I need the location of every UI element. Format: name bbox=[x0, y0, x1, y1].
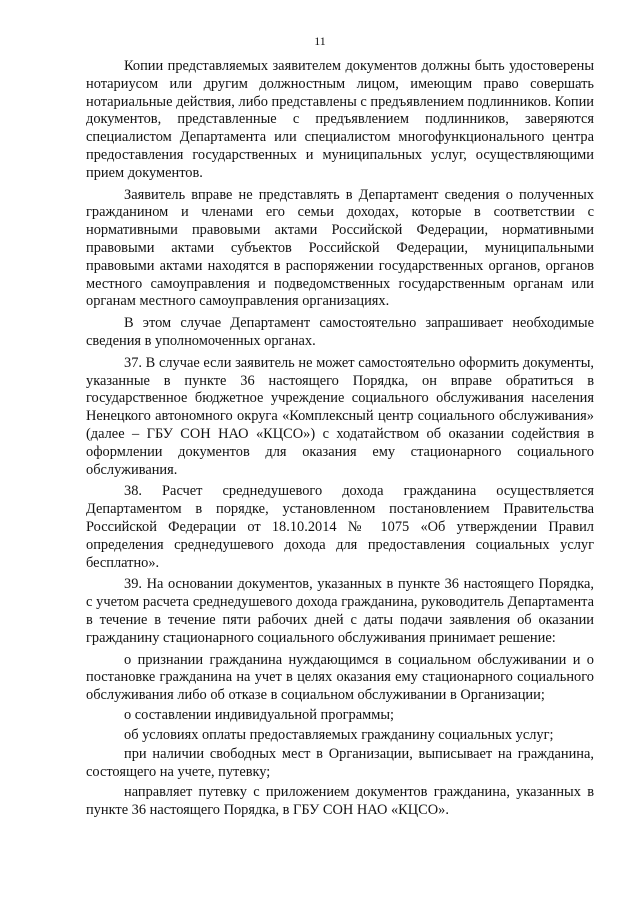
paragraph-38: 38. Расчет среднедушевого дохода гражданина осуществляется Департаментом в порядке, установленном постановлением Правительства Российской Федерации от 18.10.2014 № 1075 «Об утверждении Правил определения среднедушевого дохода для предоставления социальных услуг бесплатно». bbox=[86, 483, 594, 571]
paragraph-decision-payment: об условиях оплаты предоставляемых гражданину социальных услуг; bbox=[124, 726, 554, 743]
paragraph-decision-voucher: при наличии свободных мест в Организации, выписывает на гражданина, состоящего на учете, путевку; bbox=[86, 746, 594, 781]
paragraph-department-request: В этом случае Департамент самостоятельно запрашивает необходимые сведения в уполномоченных органах. bbox=[86, 315, 594, 349]
paragraph-decision-recognition: о признании гражданина нуждающимся в социальном обслуживании и о постановке гражданина на учет в целях оказания ему стационарного социального обслуживания либо об отказе в социальном обслуживании в Организации; bbox=[86, 651, 594, 704]
document-body bbox=[86, 58, 594, 822]
paragraph-copies: Копии представляемых заявителем документов должны быть удостоверены нотариусом или другим должностным лицом, имеющим право совершать нотариальные действия, либо представлены с предъявлением подлинников. Копии документов, представленные с предъявлением подлинников, заверяются специалистом Департамента или специалистом многофункционального центра предоставления государственных и муниципальных услуг, осуществляющими прием документов. bbox=[86, 58, 594, 181]
paragraph-decision-send: направляет путевку с приложением документов гражданина, указанных в пункте 36 настоящего Порядка, в ГБУ СОН НАО «КЦСО». bbox=[86, 784, 594, 818]
paragraph-39: 39. На основании документов, указанных в пункте 36 настоящего Порядка, с учетом расчета среднедушевого дохода гражданина, руководитель Департамента в течение в течение пяти рабочих дней с даты подачи заявления об оказании гражданину стационарного социального обслуживания принимает решение: bbox=[86, 576, 594, 646]
paragraph-37: 37. В случае если заявитель не может самостоятельно оформить документы, указанные в пункте 36 настоящего Порядка, он вправе обратиться в государственное бюджетное учреждение социального обслуживания населения Ненецкого автономного округа «Комплексный центр социального обслуживания» (далее – ГБУ СОН НАО «КЦСО») с ходатайством об оказании содействия в оформлении документов для оказания ему стационарного социального обслуживания. bbox=[86, 354, 594, 478]
paragraph-income-info: Заявитель вправе не представлять в Департамент сведения о полученных гражданином и членами его семьи доходах, которые в соответствии с нормативными правовыми актами Российской Федерации, нормативными правовыми актами субъектов Российской Федерации, муниципальными правовыми актами находятся в распоряжении государственных органов, органов местного самоуправления и подведомственных государственным органам или органам местного самоуправления организациях. bbox=[86, 186, 594, 310]
paragraph-decision-program: о составлении индивидуальной программы; bbox=[124, 706, 395, 723]
page-number: 11 bbox=[314, 34, 326, 48]
